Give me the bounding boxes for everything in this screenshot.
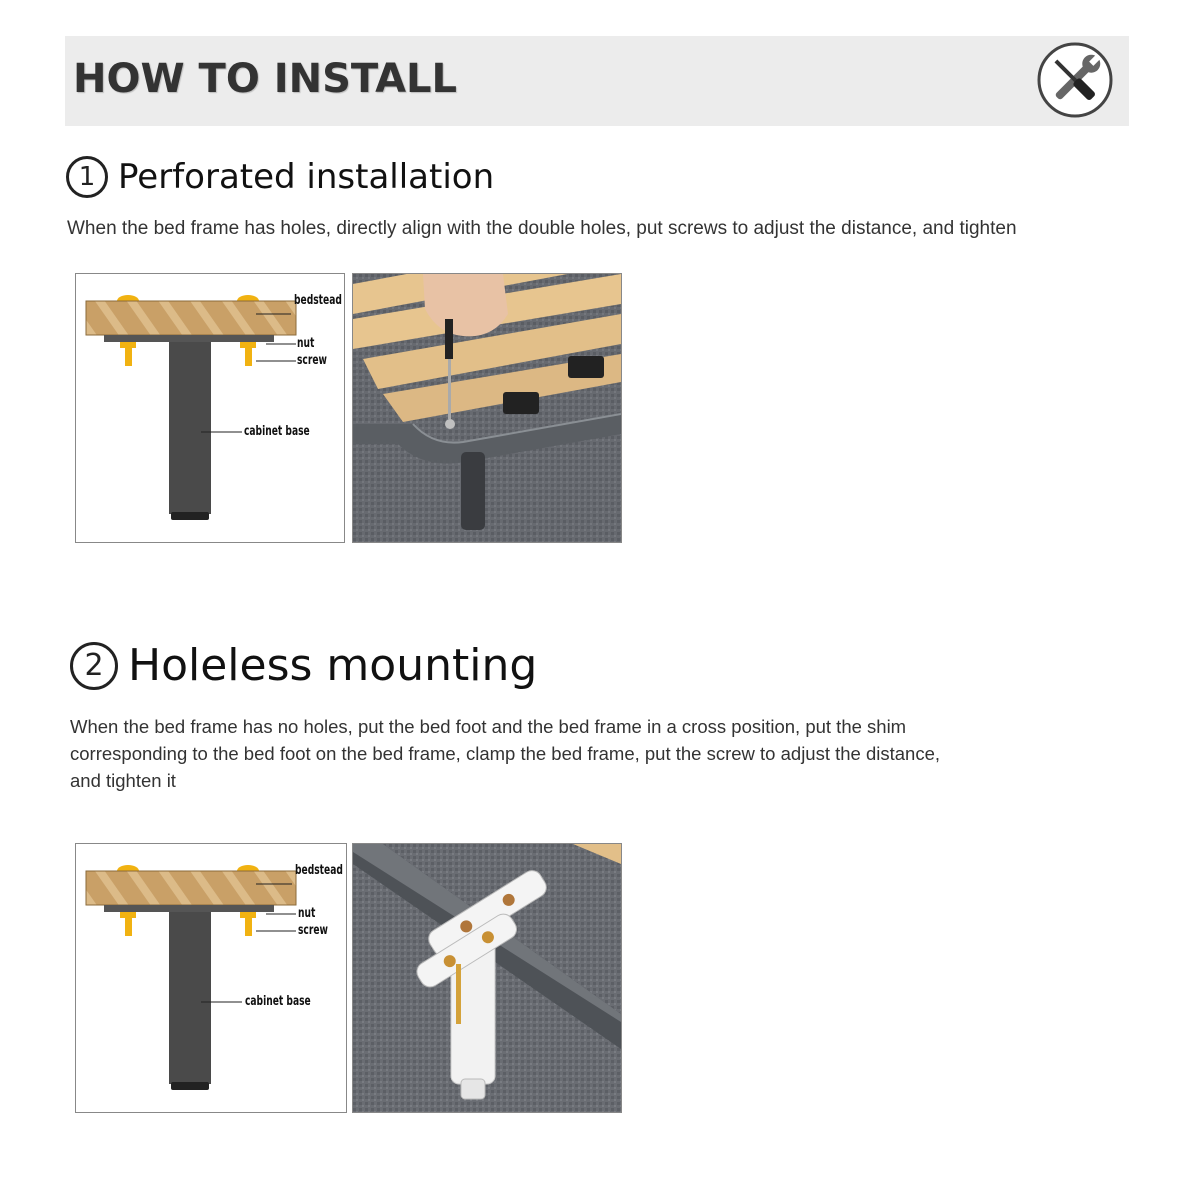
label-nut: nut: [298, 906, 316, 921]
section-2-heading: [70, 640, 537, 691]
step-number-2: 2: [70, 642, 118, 690]
tools-icon: [1034, 39, 1116, 121]
label-screw: screw: [297, 353, 327, 368]
section-2-description: When the bed frame has no holes, put the bed foot and the bed frame in a cross position, put the shim corresponding to the bed foot on the bed frame, clamp the bed frame, put the screw to adjust the distance, and tighten it: [70, 716, 941, 791]
label-bedstead: bedstead: [295, 863, 343, 878]
label-cabinet-base: cabinet base: [245, 994, 311, 1009]
label-bedstead: bedstead: [294, 293, 342, 308]
label-screw: screw: [298, 923, 328, 938]
section-2-diagram: [75, 843, 347, 1113]
label-cabinet-base: cabinet base: [244, 424, 310, 439]
section-1-heading: [66, 156, 494, 198]
section-1-title: Perforated installation: [118, 157, 495, 197]
section-1-photo: [352, 273, 622, 543]
section-1-diagram: [75, 273, 345, 543]
label-nut: nut: [297, 336, 315, 351]
page-title: HOW TO INSTALL: [73, 56, 458, 102]
section-2-title: Holeless mounting: [128, 640, 538, 691]
section-1-description: When the bed frame has holes, directly align with the double holes, put screws to adjust the distance, and tighten: [67, 218, 1017, 239]
header-bar: [65, 36, 1129, 126]
step-number-1: 1: [66, 156, 108, 198]
section-2-photo: [352, 843, 622, 1113]
